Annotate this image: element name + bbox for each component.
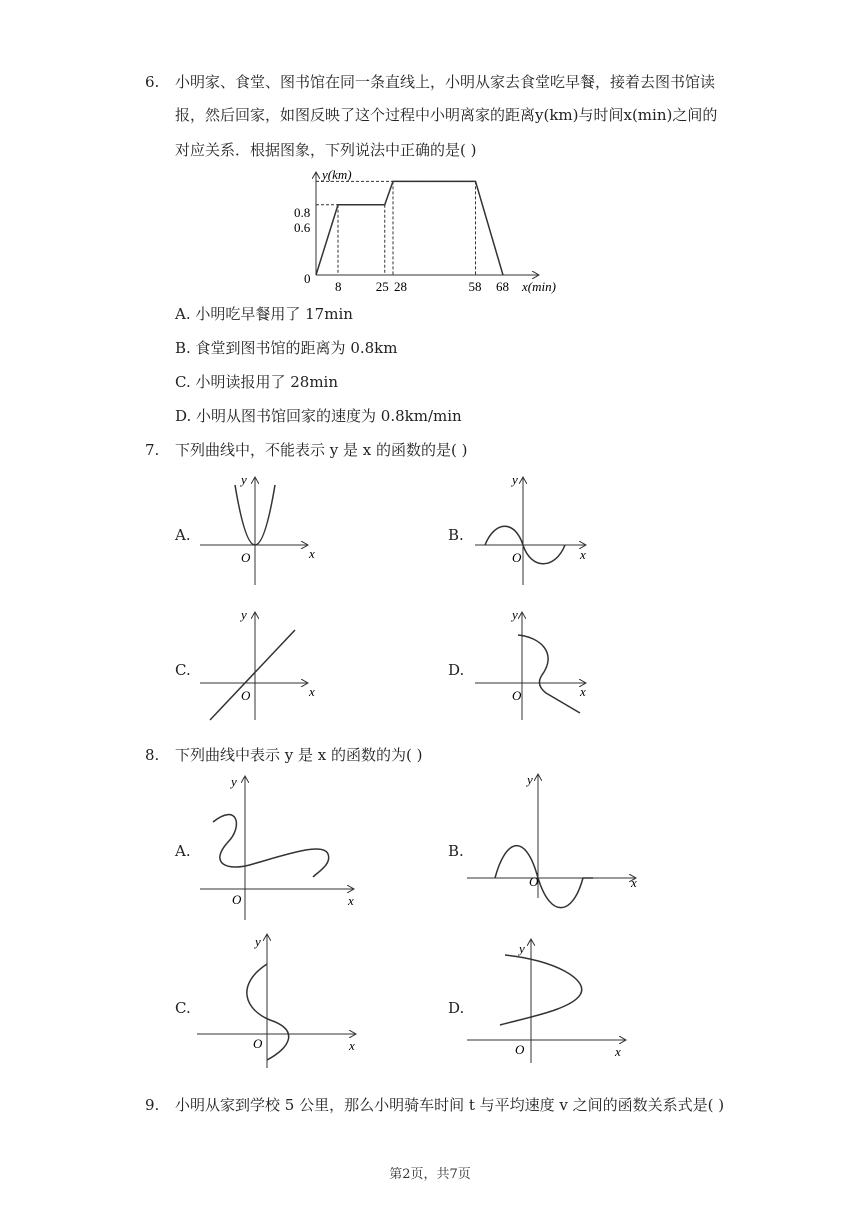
svg-text:x: x <box>309 684 315 699</box>
chart-ylabel: y(km) <box>322 167 352 182</box>
svg-text:O: O <box>253 1036 263 1051</box>
chart-xtick-8: 8 <box>335 279 342 294</box>
chart-ytick-0.6: 0.6 <box>294 220 311 235</box>
q7-option-a-label[interactable]: A. <box>175 526 191 544</box>
q7-d-curve <box>518 635 580 713</box>
question-6-number: 6. <box>145 73 160 91</box>
q8-option-b-label[interactable]: B. <box>448 842 464 860</box>
svg-text:O: O <box>241 550 251 565</box>
question-9-number: 9. <box>145 1096 160 1114</box>
question-7-text: 下列曲线中，不能表示 y 是 x 的函数的是( ) <box>175 441 468 459</box>
svg-text:y: y <box>512 607 518 622</box>
q8-d-curve <box>500 955 582 1025</box>
svg-text:x: x <box>348 893 354 908</box>
svg-text:y: y <box>231 774 237 789</box>
svg-text:y: y <box>519 941 525 956</box>
question-8-number: 8. <box>145 746 160 764</box>
question-9-text: 小明从家到学校 5 公里，那么小明骑车时间 t 与平均速度 v 之间的函数关系式是( ) <box>175 1096 725 1114</box>
distance-time-chart <box>290 165 570 295</box>
chart-xlabel: x(min) <box>522 279 556 294</box>
q7-graph-d[interactable] <box>470 605 610 725</box>
q8-graph-c[interactable] <box>195 930 365 1070</box>
svg-text:x: x <box>631 875 637 890</box>
svg-text:O: O <box>241 688 251 703</box>
q7-graph-b[interactable] <box>470 470 610 590</box>
svg-text:x: x <box>580 684 586 699</box>
svg-text:y: y <box>255 934 261 949</box>
question-6-line-1: 小明家、食堂、图书馆在同一条直线上，小明从家去食堂吃早餐，接着去图书馆读 <box>175 73 716 91</box>
svg-text:x: x <box>349 1038 355 1053</box>
chart-origin-label: 0 <box>304 271 311 286</box>
chart-ytick-0.8: 0.8 <box>294 205 311 220</box>
q7-option-c-label[interactable]: C. <box>175 661 191 679</box>
question-6-line-3: 对应关系．根据图象，下列说法中正确的是( ) <box>175 141 477 159</box>
svg-text:y: y <box>241 472 247 487</box>
q8-graph-b[interactable] <box>465 770 645 900</box>
q6-option-c[interactable]: C. 小明读报用了 28min <box>175 373 339 391</box>
q8-option-d-label[interactable]: D. <box>448 999 465 1017</box>
svg-text:O: O <box>529 874 539 889</box>
q7-option-d-label[interactable]: D. <box>448 661 465 679</box>
svg-text:O: O <box>512 550 522 565</box>
q8-graph-a[interactable] <box>198 772 368 922</box>
svg-text:O: O <box>515 1042 525 1057</box>
chart-xtick-68: 68 <box>496 279 509 294</box>
question-6-line-2: 报，然后回家，如图反映了这个过程中小明离家的距离y(km)与时间x(min)之间的 <box>175 106 718 124</box>
q7-graph-a[interactable] <box>195 470 325 590</box>
q8-option-c-label[interactable]: C. <box>175 999 191 1017</box>
svg-text:O: O <box>512 688 522 703</box>
q7-graph-c[interactable] <box>195 605 325 725</box>
svg-text:y: y <box>512 472 518 487</box>
q7-c-line <box>210 630 295 720</box>
q8-a-curve <box>213 815 329 877</box>
chart-xtick-58: 58 <box>468 279 482 294</box>
q7-option-b-label[interactable]: B. <box>448 526 464 544</box>
svg-text:O: O <box>232 892 242 907</box>
chart-xtick-28: 28 <box>394 279 407 294</box>
question-7-number: 7. <box>145 441 160 459</box>
chart-series-line <box>316 181 503 275</box>
svg-text:x: x <box>309 546 315 561</box>
q8-option-a-label[interactable]: A. <box>175 842 191 860</box>
q8-b-curve <box>495 846 593 908</box>
q8-graph-d[interactable] <box>465 935 645 1065</box>
svg-text:x: x <box>615 1044 621 1059</box>
q6-option-d[interactable]: D. 小明从图书馆回家的速度为 0.8km/min <box>175 407 462 425</box>
svg-text:y: y <box>527 772 533 787</box>
chart-xtick-25: 25 <box>375 279 389 294</box>
svg-text:y: y <box>241 607 247 622</box>
q6-option-a[interactable]: A. 小明吃早餐用了 17min <box>175 305 353 323</box>
page-footer: 第2页，共7页 <box>389 1167 471 1182</box>
q6-option-b[interactable]: B. 食堂到图书馆的距离为 0.8km <box>175 339 398 357</box>
question-8-text: 下列曲线中表示 y 是 x 的函数的为( ) <box>175 746 423 764</box>
svg-text:x: x <box>580 547 586 562</box>
